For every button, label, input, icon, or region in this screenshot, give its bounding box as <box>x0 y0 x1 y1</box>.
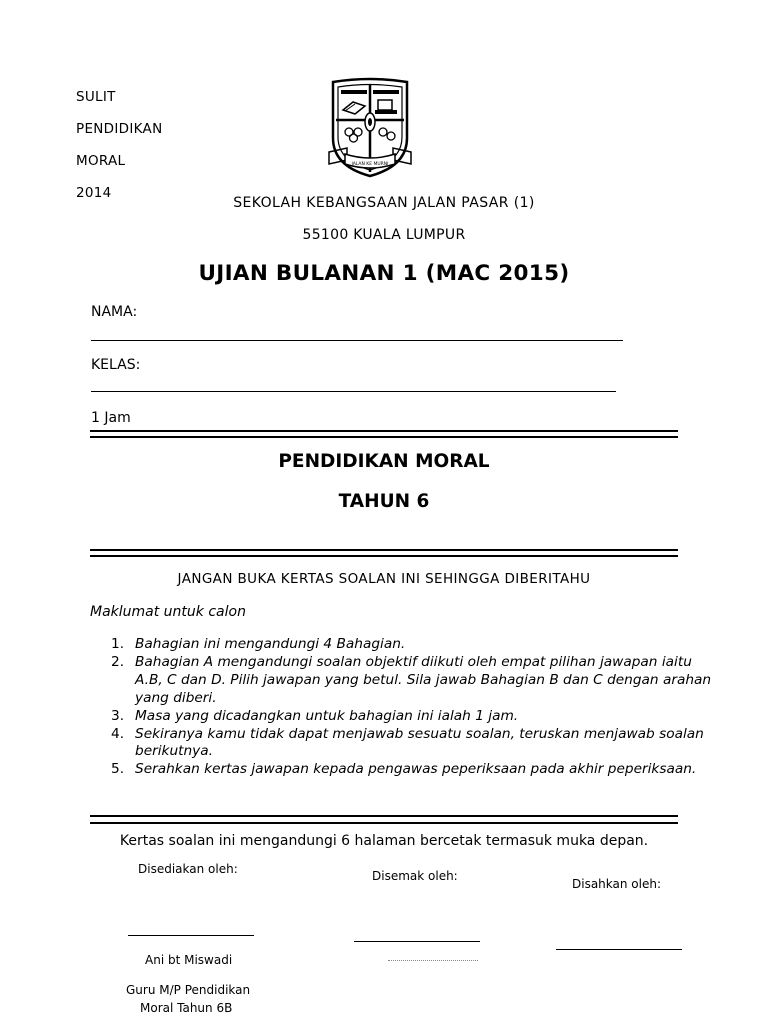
school-name: SEKOLAH KEBANGSAAN JALAN PASAR (1) <box>233 195 535 211</box>
checked-by-label: Disemak oleh: <box>372 869 458 883</box>
header-line-moral: MORAL <box>76 153 126 169</box>
list-item: 5. Serahkan kertas jawapan kepada pengawas peperiksaan pada akhir peperiksaan. <box>111 761 697 778</box>
duration-text: 1 Jam <box>91 410 131 426</box>
divider-rule <box>90 815 678 817</box>
instruction-list <box>92 636 715 779</box>
header-line-sulit: SULIT <box>76 89 116 105</box>
checked-signature-line <box>354 941 480 942</box>
header-line-subject: PENDIDIKAN <box>76 121 163 137</box>
name-label: NAMA: <box>91 304 138 320</box>
approved-signature-line <box>556 949 682 950</box>
school-crest-icon <box>325 76 415 180</box>
prepared-by-label: Disediakan oleh: <box>138 862 238 876</box>
header-line-year: 2014 <box>76 185 112 201</box>
year-title: TAHUN 6 <box>338 491 430 512</box>
school-address: 55100 KUALA LUMPUR <box>302 227 466 243</box>
checked-by-name-placeholder <box>388 960 478 965</box>
prepared-by-role: Guru M/P Pendidikan <box>126 983 251 997</box>
name-answer-line <box>91 340 623 341</box>
warning-text: JANGAN BUKA KERTAS SOALAN INI SEHINGGA DIBERITAHU <box>177 571 591 587</box>
prepared-by-class: Moral Tahun 6B <box>140 1001 233 1015</box>
prepared-by-name: Ani bt Miswadi <box>145 953 233 967</box>
divider-rule <box>90 436 678 438</box>
subject-title: PENDIDIKAN MORAL <box>278 451 490 472</box>
exam-title: UJIAN BULANAN 1 (MAC 2015) <box>198 261 570 286</box>
approved-by-label: Disahkan oleh: <box>572 877 662 891</box>
list-item: 4. Sekiranya kamu tidak dapat menjawab sesuatu soalan, teruskan menjawab soalan berikutnya. <box>111 725 704 760</box>
prepared-signature-line <box>128 935 254 936</box>
page-count-note: Kertas soalan ini mengandungi 6 halaman bercetak termasuk muka depan. <box>119 833 649 849</box>
divider-rule <box>90 430 678 432</box>
class-label: KELAS: <box>91 357 141 373</box>
info-heading: Maklumat untuk calon <box>90 604 246 620</box>
class-answer-line <box>91 391 616 392</box>
svg-text:JALAN KE MURNI: JALAN KE MURNI <box>351 162 389 167</box>
divider-rule <box>90 555 678 557</box>
divider-rule <box>90 822 678 824</box>
list-item: 2. Bahagian A mengandungi soalan objektif diikuti oleh empat pilihan jawapan iaitu A.B, C dan D. Pilih jawapan yang betul. Sila jawab Bahagian B dan C dengan arahan yang diberi. <box>111 653 712 706</box>
divider-rule <box>90 549 678 551</box>
list-item: 3. Masa yang dicadangkan untuk bahagian ini ialah 1 jam. <box>111 707 519 724</box>
list-item: 1. Bahagian ini mengandungi 4 Bahagian. <box>111 636 406 652</box>
